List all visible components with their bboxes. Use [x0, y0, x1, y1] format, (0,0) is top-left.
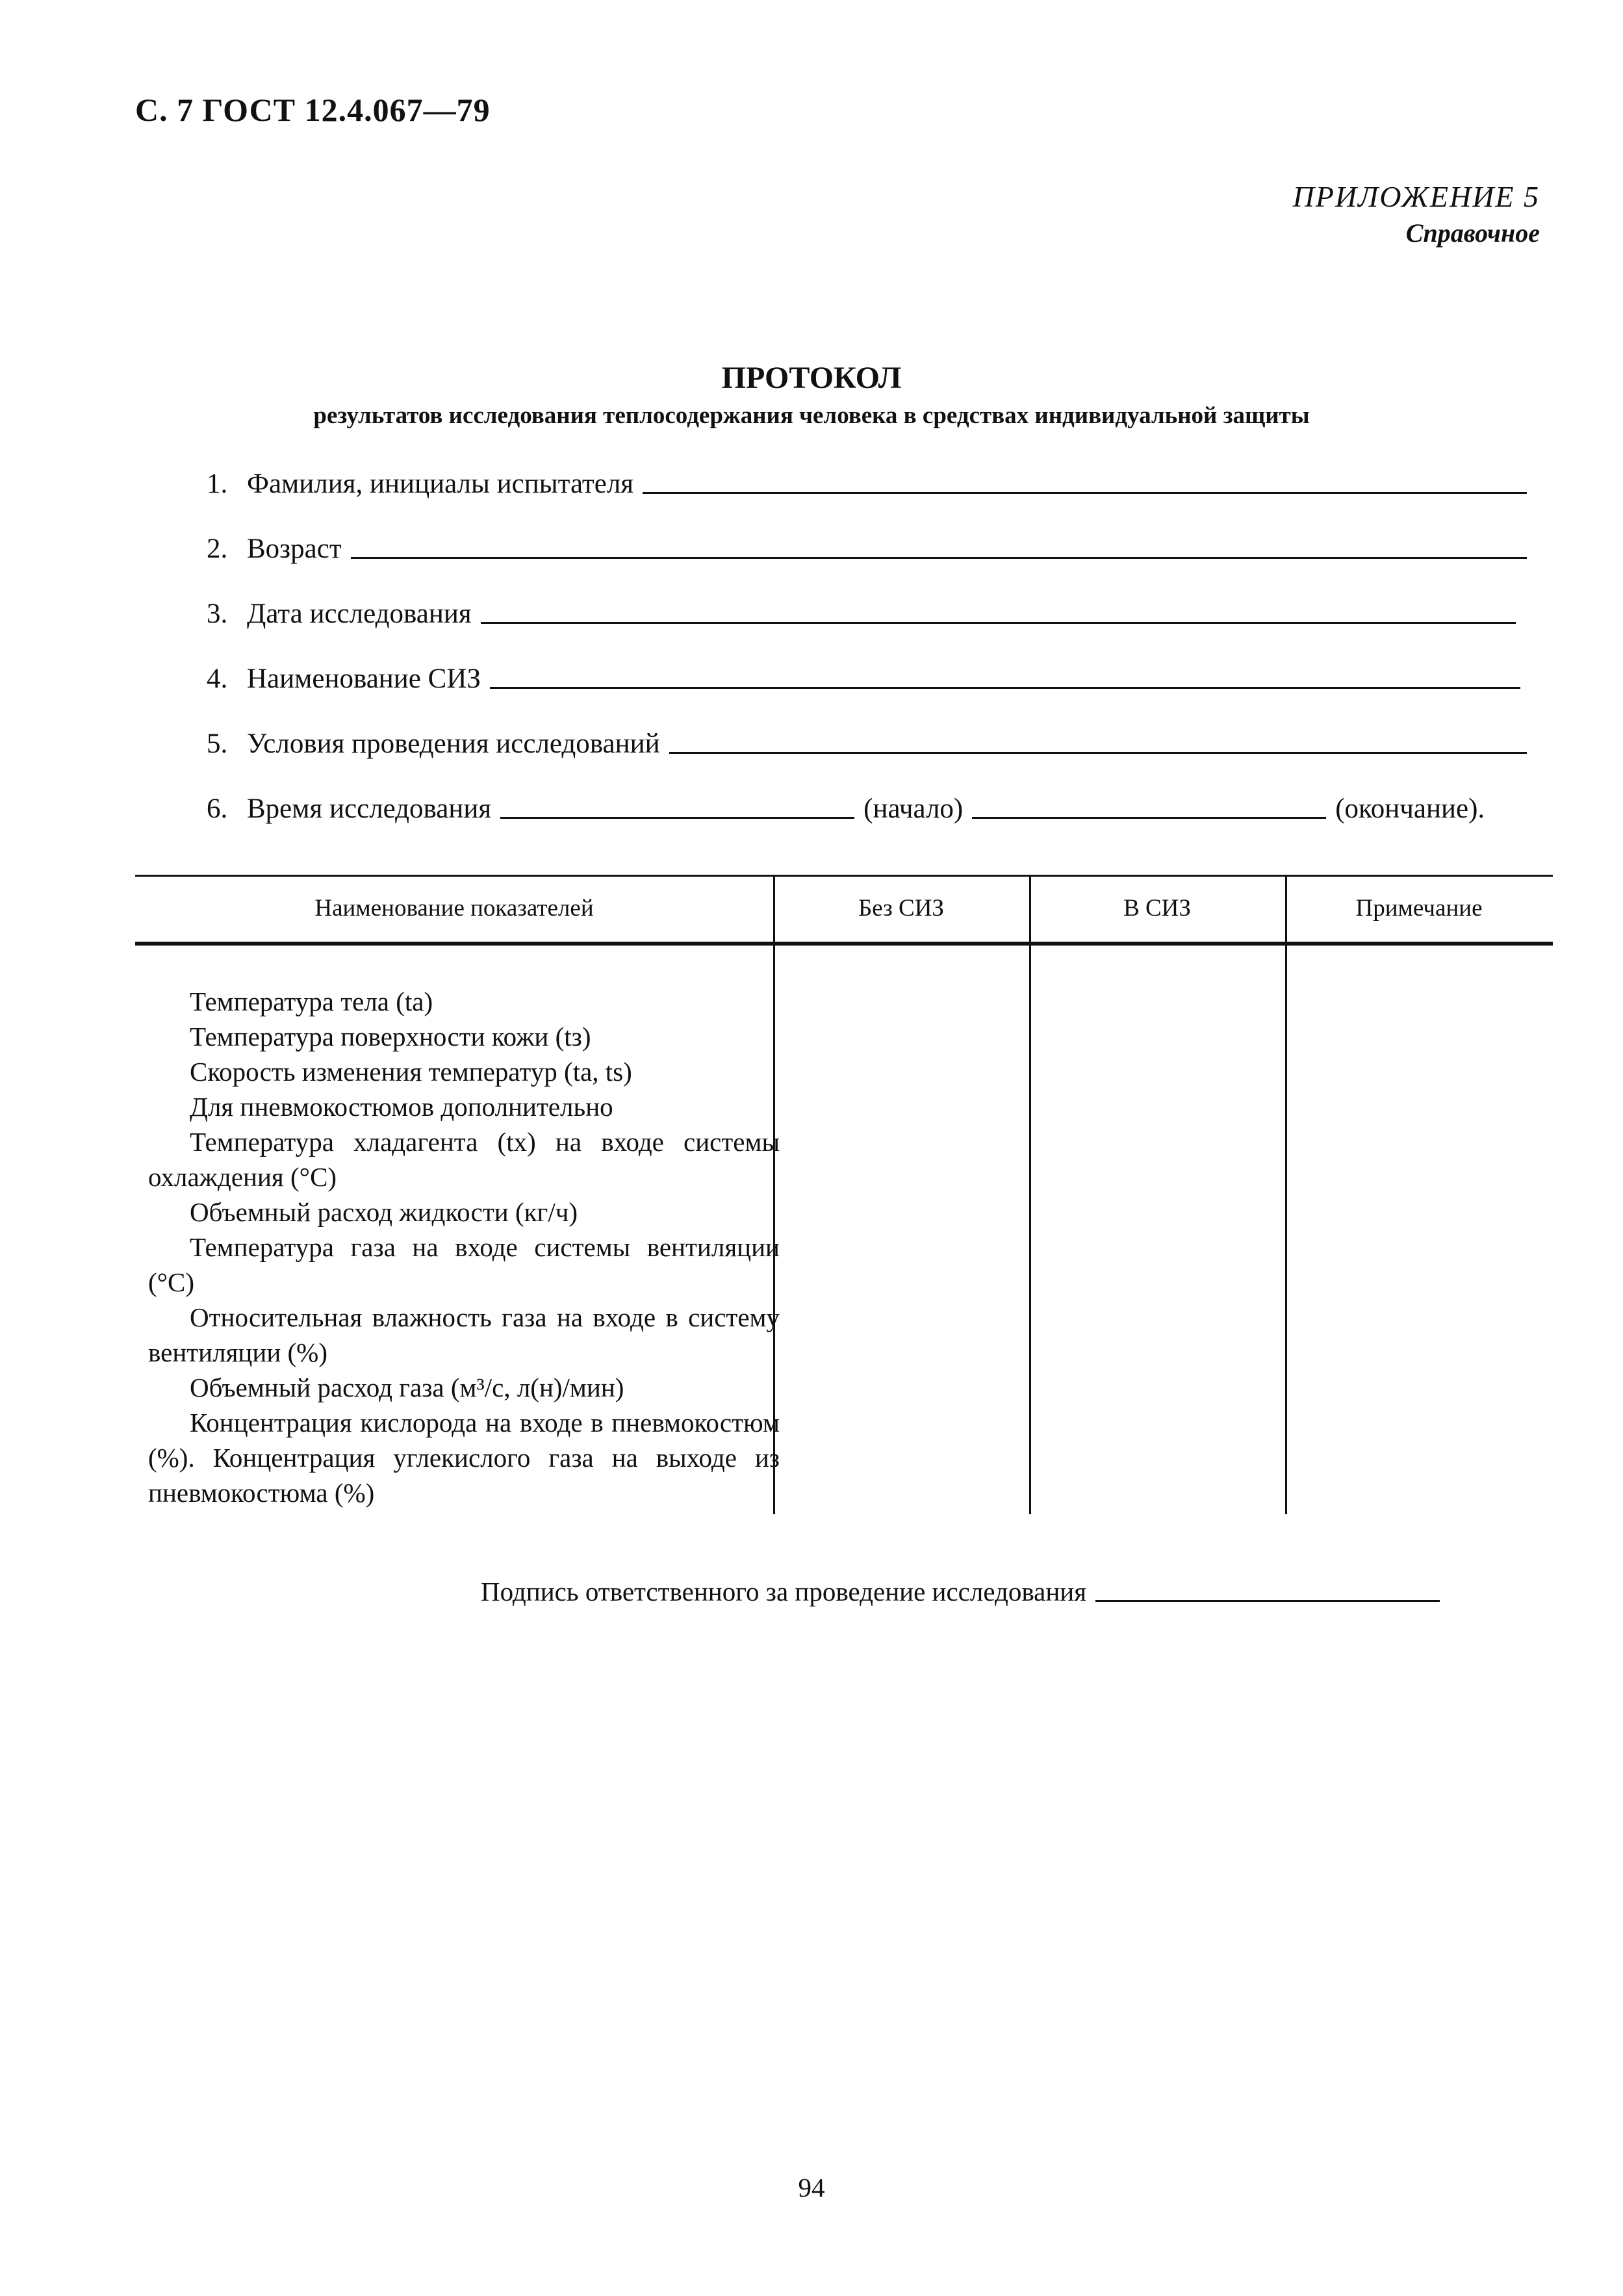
- field-number: 1.: [207, 469, 228, 499]
- fill-line-end[interactable]: [972, 816, 1326, 819]
- column-header-note: Примечание: [1355, 895, 1483, 922]
- table-row: Объемный расход газа (м³/с, л(н)/мин): [190, 1373, 624, 1402]
- table-row: Температура поверхности кожи (tз): [190, 1022, 591, 1051]
- fill-line[interactable]: [351, 556, 1527, 559]
- table-row: Температура газа на входе системы вентиляции (°С): [148, 1232, 780, 1297]
- table-row: Температура тела (tа): [190, 987, 433, 1016]
- field-ppe-name: [207, 663, 1520, 695]
- field-label: Возраст: [247, 534, 342, 564]
- appendix-subtitle: Справочное: [1405, 218, 1540, 248]
- field-number: 4.: [207, 664, 228, 694]
- field-label: Наименование СИЗ: [247, 664, 481, 694]
- field-label: Фамилия, инициалы испытателя: [247, 469, 634, 499]
- table-row: Для пневмокостюмов дополнительно: [190, 1092, 613, 1122]
- column-header-without-ppe: Без СИЗ: [858, 895, 944, 922]
- field-study-date: [207, 598, 1516, 630]
- protocol-subtitle: результатов исследования теплосодержания человека в средствах индивидуальной защиты: [313, 402, 1310, 429]
- field-number: 6.: [207, 793, 228, 824]
- column-header-with-ppe: В СИЗ: [1123, 895, 1191, 922]
- indicator-list: [148, 984, 780, 1510]
- column-divider: [1029, 875, 1031, 1514]
- end-label: (окончание).: [1335, 793, 1485, 824]
- field-study-time: [207, 793, 1532, 825]
- table-row: Объемный расход жидкости (кг/ч): [190, 1197, 578, 1227]
- table-row: Скорость изменения температур (tа, ts): [190, 1057, 632, 1087]
- field-age: [207, 533, 1527, 565]
- field-number: 5.: [207, 729, 228, 759]
- appendix-title: ПРИЛОЖЕНИЕ 5: [1292, 180, 1540, 213]
- document-reference: С. 7 ГОСТ 12.4.067—79: [135, 92, 491, 128]
- signature-label: Подпись ответственного за проведение исследования: [481, 1577, 1087, 1606]
- field-number: 3.: [207, 599, 228, 629]
- field-number: 2.: [207, 534, 228, 564]
- fill-line[interactable]: [643, 491, 1527, 494]
- field-study-conditions: [207, 728, 1527, 760]
- table-row: Концентрация кислорода на входе в пневмокостюм (%). Концентрация углекислого газа на выходе из пневмокостюма (%): [148, 1408, 780, 1508]
- signature-line[interactable]: [1095, 1599, 1440, 1602]
- page-number: 94: [798, 2173, 825, 2202]
- fill-line[interactable]: [490, 686, 1520, 689]
- fill-line[interactable]: [481, 621, 1516, 624]
- protocol-title: ПРОТОКОЛ: [721, 361, 902, 395]
- appendix-block: [1293, 179, 1540, 248]
- indicators-table: [135, 875, 1553, 1514]
- table-row: Температура хладагента (tх) на входе системы охлаждения (°С): [148, 1127, 780, 1192]
- signature-field: [481, 1576, 1440, 1607]
- field-label: Условия проведения исследований: [247, 729, 660, 759]
- fill-line[interactable]: [669, 751, 1527, 754]
- field-label: Дата исследования: [247, 599, 472, 629]
- start-label: (начало): [863, 793, 964, 824]
- field-tester-name: [207, 468, 1527, 500]
- column-header-indicator: Наименование показателей: [314, 895, 594, 922]
- fill-line-start[interactable]: [500, 816, 854, 819]
- table-row: Относительная влажность газа на входе в систему вентиляции (%): [148, 1302, 780, 1367]
- table-header-rule: [135, 942, 1553, 946]
- field-label: Время исследования: [247, 793, 492, 824]
- column-divider: [1285, 875, 1287, 1514]
